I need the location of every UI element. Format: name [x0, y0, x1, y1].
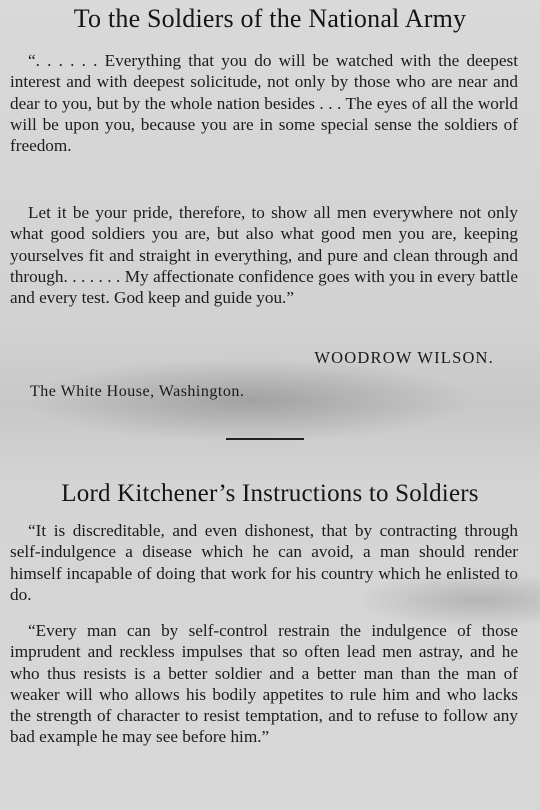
section2-paragraph-1: “It is discreditable, and even dishonest, that by contracting through self-indulgence a disease which he can avoid, a man should render himself incapable of doing that work for his country which he enlisted to do. — [10, 521, 518, 604]
place-line: The White House, Washington. — [30, 383, 245, 400]
section1-paragraph-1: “. . . . . . Everything that you do will be watched with the deepest interest and with deepest solicitude, not only by those who are near and dear to you, but by the whole nation besides . . . The eyes of all the world will be upon you, because you are in some special sense the soldiers of freedom. — [10, 51, 518, 156]
section2-title: Lord Kitchener’s Instructions to Soldiers — [61, 480, 479, 507]
section2-paragraph-2: “Every man can by self-control restrain the indulgence of those imprudent and reckless impulses that so often lead men astray, and he who thus resists is a better soldier and a better man than the man of weaker will who allows his bodily appetites to rule him and who lacks the strength of character to resist temptation, and to refuse to follow any bad example he may see before him.” — [10, 621, 518, 747]
section-divider — [226, 438, 304, 440]
section1-paragraph-2: Let it be your pride, therefore, to show all men everywhere not only what good soldiers you are, but also what good men you are, keeping yourselves fit and straight in everything, and pure and clean through and through. . . . . . . My affectionate confidence goes with you in every battle and every test. God keep and guide you.” — [10, 203, 518, 308]
section1-title: To the Soldiers of the National Army — [73, 4, 467, 33]
signature: WOODROW WILSON. — [314, 348, 494, 367]
